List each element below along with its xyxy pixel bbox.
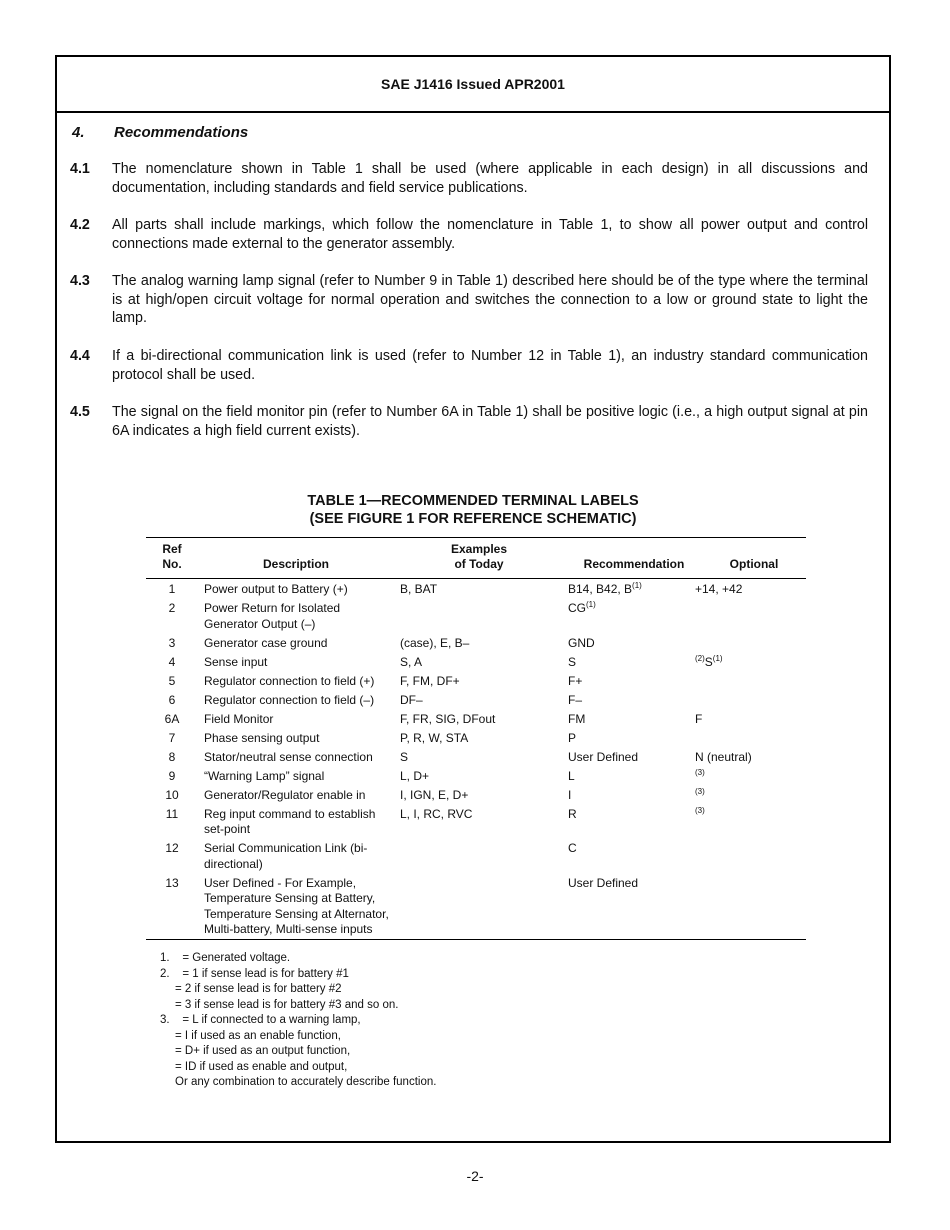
cell-optional [694,788,806,804]
cell-ref: 2 [168,601,176,615]
optional-text: N (neutral) [695,749,752,764]
optional-text: F [695,711,703,726]
paragraph-4-1 [70,160,868,197]
recommendation-text: User Defined [568,875,639,890]
cell-description: Serial Communication Link (bi-directional) [204,841,368,871]
table-body [146,579,806,940]
cell-description: User Defined - For Example, Temperature Sensing at Battery, Temperature Sensing at Alternator, Multi-battery, Multi-sense inputs [204,875,389,936]
note-line: = I if used as an enable function, [175,1029,341,1042]
document-header [57,57,889,113]
cell-examples: L, I, RC, RVC [400,806,473,821]
recommendation-text: FM [568,711,586,726]
table-row [146,599,806,634]
paragraph-number: 4.4 [70,348,90,364]
cell-examples: S, A [400,654,423,669]
cell-recommendation [564,876,694,938]
optional-text: +14, +42 [695,582,743,596]
cell-examples: L, D+ [400,768,430,783]
cell-optional [694,601,806,632]
cell-description: Power output to Battery (+) [204,582,348,596]
document-title: SAE J1416 Issued APR2001 [381,76,565,92]
cell-ref: 6 [168,692,176,707]
note-line: = D+ if used as an output function, [175,1045,351,1057]
cell-ref: 1 [168,582,176,596]
cell-recommendation [564,655,694,671]
cell-description: “Warning Lamp” signal [204,768,325,783]
note-line: 2. = 1 if sense lead is for battery #1 [160,967,349,980]
note-line: 1. = Generated voltage. [160,952,291,964]
table-row [146,786,806,805]
paragraph-number: 4.1 [70,161,90,177]
paragraph-number: 4.2 [70,217,90,233]
cell-examples: S [400,749,409,764]
terminal-labels-table [146,537,806,940]
paragraph-text: All parts shall include markings, which follow the nomenclature in Table 1, to show all power output and control connections made external to the generator assembly. [112,217,868,252]
paragraph-text: If a bi-directional communication link is used (refer to Number 12 in Table 1), an industry standard communication protocol shall be used. [112,348,868,383]
cell-ref: 13 [165,875,179,890]
cell-recommendation [564,750,694,766]
cell-recommendation [564,693,694,709]
header-ref-line1: Ref [162,542,182,556]
cell-ref: 4 [168,654,176,669]
cell-optional [694,876,806,938]
paragraph-4-4 [70,347,868,384]
recommendation-text: R [568,806,577,821]
table-row [146,729,806,748]
cell-description: Generator case ground [204,635,328,650]
header-description: Description [262,557,329,571]
cell-description: Sense input [204,654,268,669]
table-row [146,710,806,729]
recommendation-text: User Defined [568,749,639,764]
paragraph-text: The signal on the field monitor pin (refer to Number 6A in Table 1) shall be positive logic (i.e., a high output signal at pin 6A indicates a high field current exists). [112,404,868,439]
section-heading [72,124,248,141]
header-recommendation: Recommendation [583,557,685,571]
cell-description: Regulator connection to field (–) [204,692,375,707]
table-row [146,874,806,940]
section-title: Recommendations [114,124,249,141]
cell-recommendation [564,807,694,838]
cell-recommendation [564,731,694,747]
cell-ref: 8 [168,749,176,764]
cell-optional [694,693,806,709]
paragraph-4-5 [70,403,868,440]
cell-optional [694,636,806,652]
table-caption [57,492,889,528]
footnote-ref: (3) [695,786,705,796]
note-line: 3. = L if connected to a warning lamp, [160,1014,361,1026]
paragraph-text: The nomenclature shown in Table 1 shall be used (where applicable in each design) in all discussions and documentation, including standards and field service publications. [112,161,868,196]
table-notes [160,951,436,1091]
cell-examples: I, IGN, E, D+ [400,787,469,802]
cell-examples [394,876,564,938]
header-examples-line2: of Today [454,557,504,571]
table-row [146,634,806,653]
header-optional: Optional [729,557,779,571]
footnote-ref: (1) [586,600,596,609]
cell-examples: B, BAT [400,582,438,596]
paragraph-number: 4.3 [70,273,90,289]
cell-ref: 5 [168,673,176,688]
note-line: = 3 if sense lead is for battery #3 and so on. [175,998,399,1011]
cell-description: Regulator connection to field (+) [204,673,375,688]
note-line: = 2 if sense lead is for battery #2 [175,983,342,995]
note-line: Or any combination to accurately describe function. [175,1076,437,1088]
footnote-ref: (1) [632,581,642,590]
cell-examples: DF– [400,692,423,707]
cell-ref: 7 [168,730,176,745]
recommendation-text: I [568,787,572,802]
recommendation-text: B14, B42, B [568,582,633,596]
header-ref [146,542,198,572]
cell-ref: 10 [165,787,179,802]
recommendation-text: C [568,841,577,855]
table-header [146,537,806,579]
cell-description: Stator/neutral sense connection [204,749,373,764]
cell-optional [694,674,806,690]
cell-optional [694,655,806,671]
cell-description: Reg input command to establish set-point [204,806,376,836]
page-number: -2- [466,1168,484,1184]
cell-examples: P, R, W, STA [400,730,469,745]
cell-optional [694,807,806,838]
cell-description: Power Return for Isolated Generator Output (–) [204,601,341,631]
cell-examples: F, FR, SIG, DFout [400,711,496,726]
cell-examples: (case), E, B– [400,635,470,650]
paragraph-4-2 [70,216,868,253]
recommendation-text: S [568,654,577,669]
cell-ref: 3 [168,635,176,650]
cell-recommendation [564,841,694,872]
paragraph-text: The analog warning lamp signal (refer to Number 9 in Table 1) described here should be of the type where the terminal is at high/open circuit voltage for normal operation and switches the connection to a low or ground state to light the lamp. [112,273,868,326]
cell-recommendation [564,674,694,690]
page-frame [55,55,891,1143]
recommendation-text: F+ [568,673,583,688]
table-row [146,839,806,874]
cell-optional [694,750,806,766]
header-ref-line2: No. [162,557,182,571]
table-title: TABLE 1—RECOMMENDED TERMINAL LABELS [307,493,639,509]
cell-ref: 12 [165,841,179,855]
header-examples [394,542,564,572]
recommendation-text: P [568,730,577,745]
paragraph-number: 4.5 [70,404,90,420]
table-row [146,691,806,710]
footnote-ref: (2) [695,653,705,663]
recommendation-text: F– [568,692,583,707]
note-line: = ID if used as enable and output, [175,1060,348,1073]
cell-description: Generator/Regulator enable in [204,787,366,802]
cell-recommendation [564,636,694,652]
footnote-ref: (3) [695,805,705,815]
cell-optional [694,841,806,872]
paragraph-4-3 [70,272,868,328]
recommendation-text: GND [568,635,595,650]
table-row [146,767,806,786]
cell-optional [694,731,806,747]
cell-description: Phase sensing output [204,730,320,745]
table-row [146,672,806,691]
footnote-ref: (3) [695,767,705,777]
section-number: 4. [72,124,85,141]
cell-optional [694,769,806,785]
cell-recommendation [564,712,694,728]
header-examples-line1: Examples [450,542,508,556]
cell-recommendation [564,582,694,598]
cell-examples [394,841,564,872]
cell-examples: F, FM, DF+ [400,673,460,688]
table-row [146,748,806,767]
cell-examples [394,601,564,632]
table-row [146,580,806,599]
cell-recommendation [564,788,694,804]
recommendation-text: L [568,768,575,783]
recommendation-text: CG [568,601,586,615]
cell-recommendation [564,769,694,785]
optional-text: S [704,654,713,669]
cell-recommendation [564,601,694,632]
table-subtitle: (SEE FIGURE 1 FOR REFERENCE SCHEMATIC) [309,511,637,527]
table-row [146,805,806,840]
cell-optional [694,712,806,728]
cell-ref: 6A [164,711,180,726]
cell-description: Field Monitor [204,711,274,726]
table-row [146,653,806,672]
cell-optional [694,582,806,598]
cell-ref: 11 [165,806,179,821]
cell-ref: 9 [168,768,176,783]
footnote-ref: (1) [712,653,723,663]
